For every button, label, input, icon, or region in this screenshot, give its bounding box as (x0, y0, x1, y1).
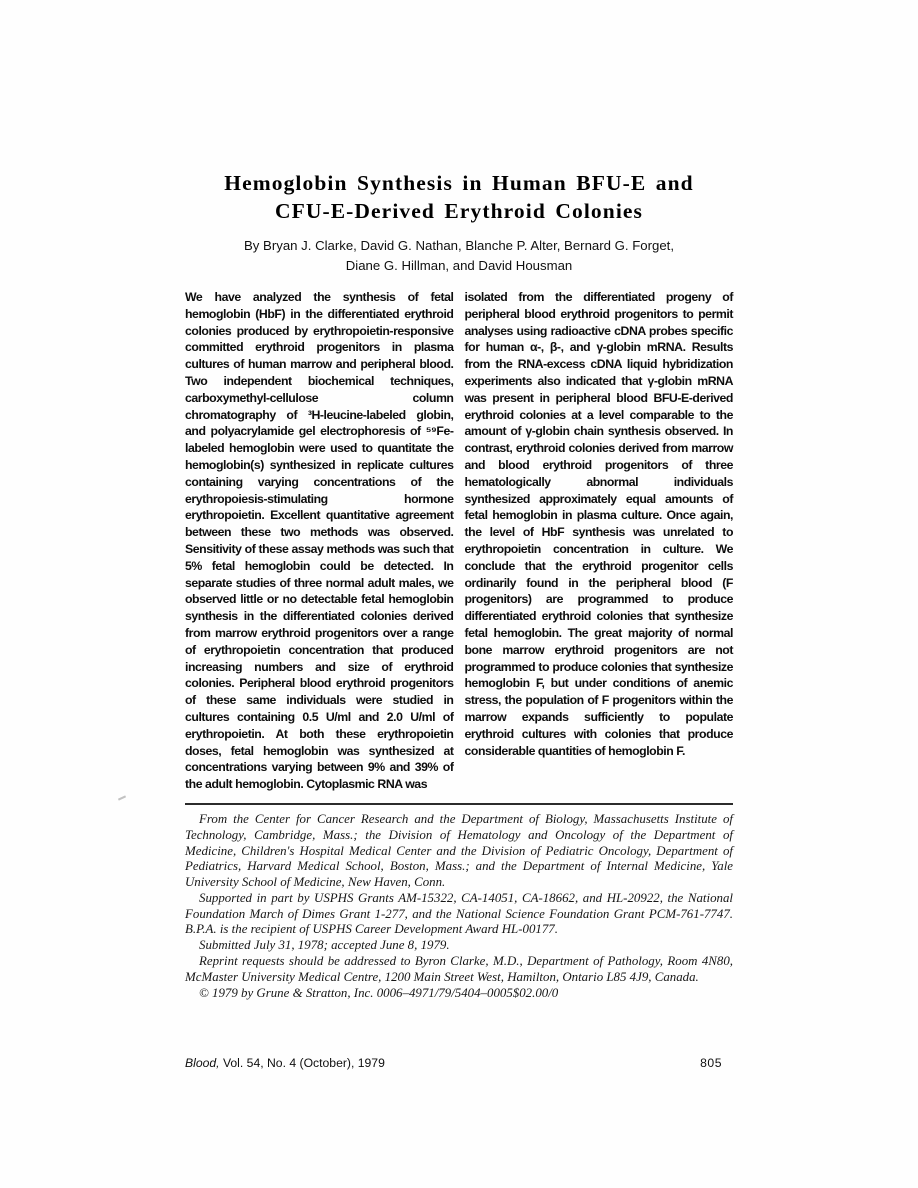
footnote-reprints: Reprint requests should be addressed to Byron Clarke, M.D., Department of Pathology, Room 4N80, McMaster University Medical Centre, 1200 Main Street West, Hamilton, Ontario L85 4J9, Canada. (185, 954, 733, 984)
citation-rest: Vol. 54, No. 4 (October), 1979 (219, 1056, 385, 1070)
footnote-divider-rule (185, 803, 733, 805)
byline-line1: By Bryan J. Clarke, David G. Nathan, Blanche P. Alter, Bernard G. Forget, (243, 238, 674, 253)
page-footer (185, 1056, 722, 1070)
abstract-right-column: isolated from the differentiated progeny of peripheral blood erythroid progenitors to permit analyses using radioactive cDNA probes specific for human α-, β-, and γ-globin mRNA. Results from the RNA-excess cDNA liquid hybridization experiments also indicated that γ-globin mRNA was present in peripheral blood BFU-E-derived erythroid colonies at a level comparable to the amount of γ-globin chain synthesis observed. In contrast, erythroid colonies derived from marrow and blood erythroid progenitors of three hematologically abnormal individuals synthesized approximately equal amounts of fetal hemoglobin in plasma culture. Once again, the level of HbF synthesis was unrelated to erythropoietin concentration in culture. We conclude that the erythroid progenitor cells ordinarily found in the peripheral blood (F progenitors) are programmed to produce differentiated erythroid colonies that synthesize fetal hemoglobin. The great majority of normal bone marrow erythroid progenitors are not programmed to produce colonies that synthesize hemoglobin F, but under conditions of anemic stress, the population of F progenitors within the marrow expands sufficiently to populate erythroid cultures with colonies that produce considerable quantities of hemoglobin F. (464, 290, 733, 758)
abstract-left-column: We have analyzed the synthesis of fetal hemoglobin (HbF) in the differentiated erythroid colonies produced by erythropoietin-responsive committed erythroid progenitors in plasma cultures of human marrow and peripheral blood. Two independent biochemical techniques, carboxymethyl-cellulose column chromatography of ³H-leucine-labeled globin, and polyacrylamide gel electrophoresis of ⁵⁹Fe-labeled hemoglobin were used to quantitate the hemoglobin(s) synthesized in replicate cultures containing varying concentrations of the erythropoiesis-stimulating hormone erythropoietin. Excellent quantitative agreement between these two methods was observed. Sensitivity of these assay methods was such that 5% fetal hemoglobin could be detected. In separate studies of three normal adult males, we observed little or no detectable fetal hemoglobin synthesis in the differentiated colonies derived from marrow erythroid progenitors over a range of erythropoietin concentration that produced increasing numbers and size of erythroid colonies. Peripheral blood erythroid progenitors of these same individuals were studied in cultures containing 0.5 U/ml and 2.0 U/ml of erythropoietin. At both these erythropoietin doses, fetal hemoglobin was synthesized at concentrations varying between 9% and 39% of the adult hemoglobin. Cytoplasmic RNA was (185, 290, 454, 792)
footnote-affiliations: From the Center for Cancer Research and the Department of Biology, Massachusetts Institute of Technology, Cambridge, Mass.; the Division of Hematology and Oncology of the Department of Medicine, Children's Hospital Medical Center and the Division of Pediatric Oncology, Department of Pediatrics, Harvard Medical School, Boston, Mass.; and the Department of Internal Medicine, Yale University School of Medicine, New Haven, Conn. (185, 811, 733, 890)
byline-line2: Diane G. Hillman, and David Housman (345, 257, 573, 273)
article-title-line1: Hemoglobin Synthesis in Human BFU-E and (224, 171, 694, 195)
footnotes (185, 812, 733, 1002)
article-title-line2: CFU-E-Derived Erythroid Colonies (274, 198, 644, 223)
footnote-copyright: © 1979 by Grune & Stratton, Inc. 0006–4971/79/5404–0005$02.00/0 (199, 985, 559, 1000)
abstract (185, 289, 733, 793)
article-title (185, 170, 733, 225)
footer-citation (185, 1056, 385, 1070)
footnote-support: Supported in part by USPHS Grants AM-15322, CA-14051, CA-18662, and HL-20922, the National Foundation March of Dimes Grant 1-277, and the National Science Foundation Grant PCM-761-7747. B.P.A. is the recipient of USPHS Career Development Award HL-00177. (185, 890, 733, 937)
footnote-dates: Submitted July 31, 1978; accepted June 8, 1979. (199, 938, 450, 953)
journal-name: Blood, (185, 1056, 220, 1070)
byline (185, 236, 733, 275)
footer-page-number: 805 (700, 1056, 722, 1070)
scan-artifact (118, 795, 126, 800)
page-content (185, 0, 733, 1001)
